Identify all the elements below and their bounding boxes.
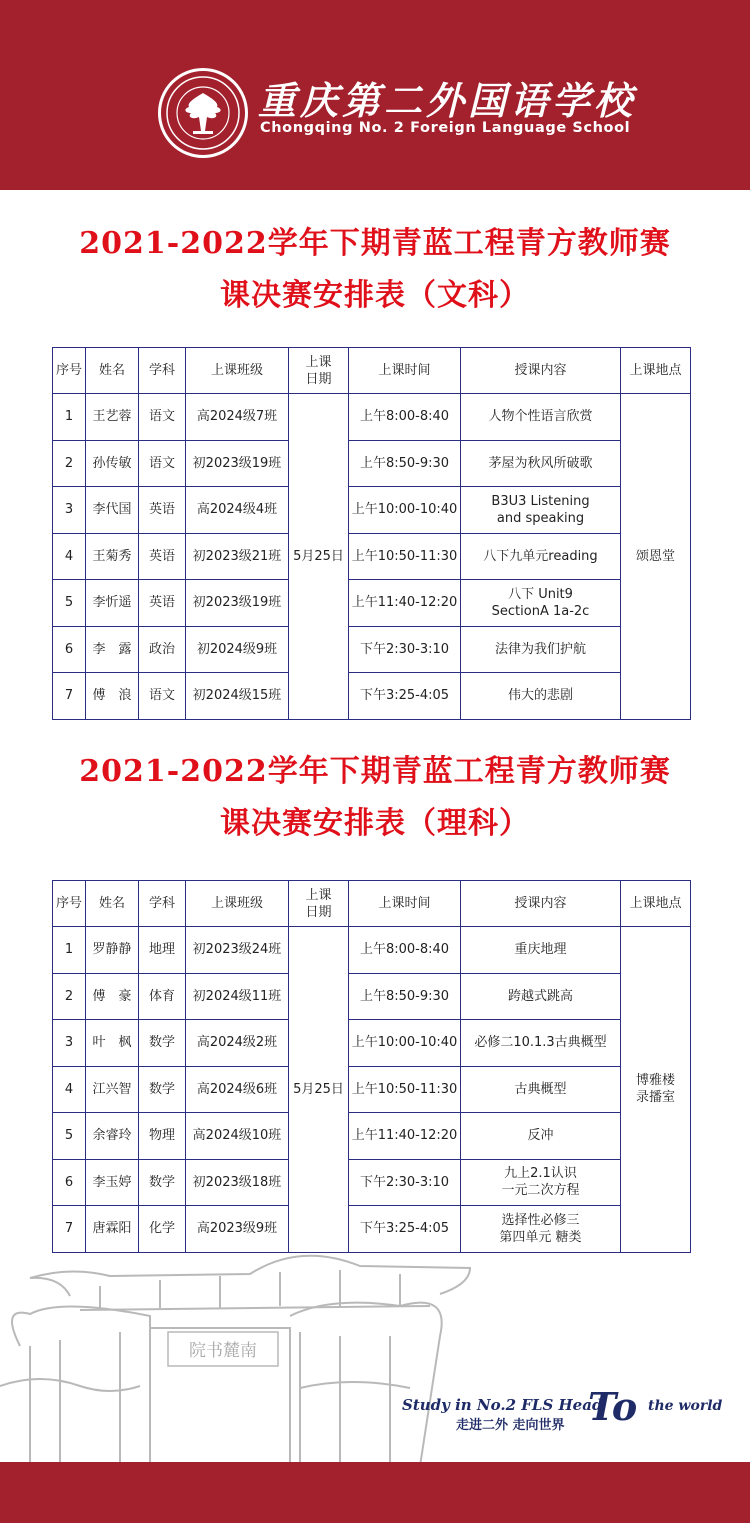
slogan (398, 1384, 723, 1444)
lesson-content: 伟大的悲剧 (461, 673, 621, 720)
lesson-content: 古典概型 (461, 1066, 621, 1113)
lesson-content: 选择性必修三 第四单元 糖类 (461, 1206, 621, 1253)
table-row (53, 673, 691, 720)
subject: 地理 (139, 927, 186, 974)
subject: 数学 (139, 1066, 186, 1113)
header-cell: 序号 (53, 881, 86, 927)
teacher-name: 王菊秀 (86, 533, 139, 580)
class-name: 初2023级21班 (186, 533, 289, 580)
class-name: 高2024级4班 (186, 487, 289, 534)
lesson-date: 5月25日 (289, 927, 349, 1253)
table-row (53, 1020, 691, 1067)
header-banner (0, 0, 750, 190)
class-name: 初2024级9班 (186, 626, 289, 673)
row-number: 1 (53, 394, 86, 441)
footer-banner (0, 1462, 750, 1523)
class-name: 初2023级18班 (186, 1159, 289, 1206)
table-row (53, 580, 691, 627)
teacher-name: 李忻遥 (86, 580, 139, 627)
subject: 数学 (139, 1020, 186, 1067)
lesson-time: 下午2:30-3:10 (349, 1159, 461, 1206)
subject: 英语 (139, 580, 186, 627)
subject: 物理 (139, 1113, 186, 1160)
school-emblem-icon (158, 68, 248, 158)
row-number: 3 (53, 487, 86, 534)
lesson-time: 下午2:30-3:10 (349, 626, 461, 673)
lesson-time: 下午3:25-4:05 (349, 673, 461, 720)
table-row (53, 533, 691, 580)
schedule-table-liberal-arts (52, 347, 691, 720)
header-cell: 学科 (139, 881, 186, 927)
class-name: 高2024级2班 (186, 1020, 289, 1067)
header-cell: 姓名 (86, 881, 139, 927)
header-cell: 授课内容 (461, 348, 621, 394)
class-name: 初2023级19班 (186, 440, 289, 487)
subject: 政治 (139, 626, 186, 673)
gate-plaque-text: 院书麓南 (189, 1341, 257, 1361)
lesson-time: 下午3:25-4:05 (349, 1206, 461, 1253)
row-number: 7 (53, 1206, 86, 1253)
lesson-content: 人物个性语言欣赏 (461, 394, 621, 441)
table-row (53, 487, 691, 534)
lesson-time: 上午8:50-9:30 (349, 440, 461, 487)
header-cell: 上课地点 (621, 881, 691, 927)
lesson-content: 茅屋为秋风所破歌 (461, 440, 621, 487)
lesson-time: 上午8:00-8:40 (349, 394, 461, 441)
lesson-content: 必修二10.1.3古典概型 (461, 1020, 621, 1067)
header-cell: 上课班级 (186, 348, 289, 394)
teacher-name: 余睿玲 (86, 1113, 139, 1160)
header-cell: 上课班级 (186, 881, 289, 927)
table-row (53, 973, 691, 1020)
table-row (53, 394, 691, 441)
lesson-time: 上午8:00-8:40 (349, 927, 461, 974)
section1-title-line1: 2021-2022学年下期青蓝工程青方教师赛 (79, 226, 671, 261)
lesson-time: 上午10:50-11:30 (349, 533, 461, 580)
section2-title-line1: 2021-2022学年下期青蓝工程青方教师赛 (79, 754, 671, 789)
row-number: 4 (53, 1066, 86, 1113)
slogan-cn: 走进二外 走向世界 (456, 1418, 565, 1433)
teacher-name: 李玉婷 (86, 1159, 139, 1206)
table-row (53, 440, 691, 487)
slogan-to: To (588, 1384, 638, 1429)
subject: 语文 (139, 673, 186, 720)
header-cell: 授课内容 (461, 881, 621, 927)
header-cell: 姓名 (86, 348, 139, 394)
table-header-row (53, 348, 691, 394)
lesson-time: 上午10:50-11:30 (349, 1066, 461, 1113)
lesson-content: 跨越式跳高 (461, 973, 621, 1020)
subject: 数学 (139, 1159, 186, 1206)
class-name: 初2023级24班 (186, 927, 289, 974)
row-number: 6 (53, 626, 86, 673)
lesson-time: 上午8:50-9:30 (349, 973, 461, 1020)
teacher-name: 王艺蓉 (86, 394, 139, 441)
teacher-name: 李代国 (86, 487, 139, 534)
teacher-name: 孙传敏 (86, 440, 139, 487)
lesson-location: 颂恩堂 (621, 394, 691, 720)
teacher-name: 叶 枫 (86, 1020, 139, 1067)
lesson-content: 八下九单元reading (461, 533, 621, 580)
class-name: 高2024级6班 (186, 1066, 289, 1113)
table-row (53, 927, 691, 974)
school-name-cn: 重庆第二外国语学校 (258, 78, 637, 123)
slogan-tail: the world (648, 1398, 723, 1414)
row-number: 6 (53, 1159, 86, 1206)
class-name: 高2023级9班 (186, 1206, 289, 1253)
lesson-content: 八下 Unit9 SectionA 1a-2c (461, 580, 621, 627)
subject: 化学 (139, 1206, 186, 1253)
lesson-content: 法律为我们护航 (461, 626, 621, 673)
lesson-time: 上午10:00-10:40 (349, 487, 461, 534)
lesson-content: 重庆地理 (461, 927, 621, 974)
row-number: 7 (53, 673, 86, 720)
lesson-content: 九上2.1认识 一元二次方程 (461, 1159, 621, 1206)
schedule-table-science (52, 880, 691, 1253)
class-name: 初2023级19班 (186, 580, 289, 627)
header-cell: 序号 (53, 348, 86, 394)
slogan-en: Study in No.2 FLS Head (402, 1396, 603, 1414)
lesson-content: 反冲 (461, 1113, 621, 1160)
header-cell: 上课地点 (621, 348, 691, 394)
subject: 语文 (139, 394, 186, 441)
school-name-en: Chongqing No. 2 Foreign Language School (260, 120, 631, 136)
class-name: 高2024级7班 (186, 394, 289, 441)
section1-title-line2: 课决赛安排表（文科） (220, 278, 530, 313)
subject: 英语 (139, 533, 186, 580)
teacher-name: 傅 豪 (86, 973, 139, 1020)
teacher-name: 傅 浪 (86, 673, 139, 720)
lesson-content: B3U3 Listening and speaking (461, 487, 621, 534)
row-number: 2 (53, 973, 86, 1020)
header-cell: 上课时间 (349, 881, 461, 927)
table-row (53, 1113, 691, 1160)
section2-title-line2: 课决赛安排表（理科） (220, 806, 530, 841)
header-cell: 学科 (139, 348, 186, 394)
teacher-name: 李 露 (86, 626, 139, 673)
header-cell: 上课时间 (349, 348, 461, 394)
subject: 语文 (139, 440, 186, 487)
subject: 体育 (139, 973, 186, 1020)
section1-title (0, 218, 750, 322)
lesson-location: 博雅楼 录播室 (621, 927, 691, 1253)
lesson-time: 上午11:40-12:20 (349, 580, 461, 627)
row-number: 1 (53, 927, 86, 974)
teacher-name: 唐霖阳 (86, 1206, 139, 1253)
teacher-name: 罗静静 (86, 927, 139, 974)
lesson-date: 5月25日 (289, 394, 349, 720)
table-header-row (53, 881, 691, 927)
row-number: 4 (53, 533, 86, 580)
header-cell: 上课 日期 (289, 348, 349, 394)
section2-title (0, 746, 750, 850)
subject: 英语 (139, 487, 186, 534)
row-number: 2 (53, 440, 86, 487)
teacher-name: 江兴智 (86, 1066, 139, 1113)
table-row (53, 1066, 691, 1113)
class-name: 高2024级10班 (186, 1113, 289, 1160)
class-name: 初2024级11班 (186, 973, 289, 1020)
header-cell: 上课 日期 (289, 881, 349, 927)
row-number: 5 (53, 580, 86, 627)
lesson-time: 上午10:00-10:40 (349, 1020, 461, 1067)
lesson-time: 上午11:40-12:20 (349, 1113, 461, 1160)
row-number: 5 (53, 1113, 86, 1160)
table-row (53, 626, 691, 673)
table-row (53, 1159, 691, 1206)
row-number: 3 (53, 1020, 86, 1067)
class-name: 初2024级15班 (186, 673, 289, 720)
